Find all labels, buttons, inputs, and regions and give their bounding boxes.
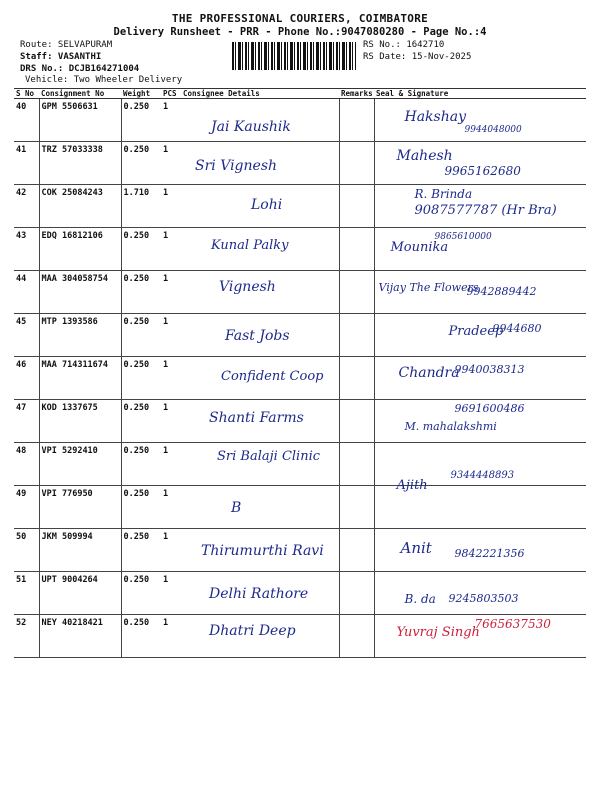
row-consignment: VPI 776950 (39, 486, 121, 529)
signature-handwriting: B. da (404, 592, 436, 606)
signature-phone: 9940038313 (454, 363, 525, 376)
row-weight: 0.250 (121, 486, 161, 529)
consignee-handwriting: Vignesh (219, 279, 276, 295)
row-sno: 46 (14, 357, 39, 400)
consignee-handwriting: Kunal Palky (211, 238, 289, 253)
consignee-handwriting: Sri Balaji Clinic (217, 449, 321, 464)
row-pcs: 1 (161, 357, 181, 400)
row-sno: 52 (14, 615, 39, 658)
row-remarks (339, 142, 374, 185)
row-consignee (181, 572, 339, 615)
row-weight: 0.250 (121, 443, 161, 486)
row-remarks (339, 185, 374, 228)
signature-handwriting: M. mahalakshmi (404, 420, 497, 433)
row-sno: 41 (14, 142, 39, 185)
row-signature (374, 615, 586, 658)
row-remarks (339, 314, 374, 357)
col-signature: Seal & Signature (374, 89, 586, 99)
signature-handwriting: Mounika (390, 240, 449, 255)
row-remarks (339, 400, 374, 443)
signature-handwriting: Hakshay (404, 109, 466, 125)
table-row (14, 400, 586, 443)
row-weight: 0.250 (121, 400, 161, 443)
row-pcs: 1 (161, 443, 181, 486)
row-consignee (181, 529, 339, 572)
row-signature (374, 228, 586, 271)
signature-phone: 9087577787 (Hr Bra) (414, 203, 557, 218)
row-weight: 0.250 (121, 529, 161, 572)
table-row (14, 529, 586, 572)
row-remarks (339, 357, 374, 400)
row-remarks (339, 271, 374, 314)
row-remarks (339, 615, 374, 658)
consignee-handwriting: Shanti Farms (209, 410, 304, 426)
table-row (14, 486, 586, 529)
row-remarks (339, 529, 374, 572)
row-pcs: 1 (161, 99, 181, 142)
signature-phone: 9865610000 (434, 232, 492, 242)
row-signature (374, 470, 586, 529)
row-consignee (181, 314, 339, 357)
row-remarks (339, 99, 374, 142)
signature-handwriting: Mahesh (396, 148, 453, 164)
row-sno: 44 (14, 271, 39, 314)
signature-phone: 7665637530 (474, 617, 551, 631)
staff-label: Staff: VASANTHI (20, 52, 102, 62)
row-consignee (181, 443, 339, 486)
row-consignee (181, 486, 339, 529)
signature-handwriting: Pradeep (448, 324, 504, 339)
col-weight: Weight (121, 89, 161, 99)
signature-phone: 9942889442 (466, 285, 537, 298)
row-consignee (181, 615, 339, 658)
consignee-handwriting: B (231, 500, 242, 516)
consignee-handwriting: Jai Kaushik (211, 119, 291, 135)
row-weight: 0.250 (121, 572, 161, 615)
row-consignment: MAA 304058754 (39, 271, 121, 314)
row-sno: 40 (14, 99, 39, 142)
row-weight: 0.250 (121, 314, 161, 357)
table-row (14, 228, 586, 271)
consignee-handwriting: Sri Vignesh (195, 158, 278, 174)
table-row (14, 99, 586, 142)
row-sno: 48 (14, 443, 39, 486)
col-sno: S No (14, 89, 39, 99)
row-signature (374, 400, 586, 443)
row-remarks (339, 228, 374, 271)
signature-phone: 9965162680 (444, 164, 521, 178)
row-pcs: 1 (161, 185, 181, 228)
row-pcs: 1 (161, 572, 181, 615)
table-row (14, 615, 586, 658)
row-pcs: 1 (161, 228, 181, 271)
row-consignment: GPM 5506631 (39, 99, 121, 142)
row-consignee (181, 357, 339, 400)
row-consignment: NEY 40218421 (39, 615, 121, 658)
drs-number: DRS No.: DCJB164271004 (20, 64, 140, 74)
row-remarks (339, 443, 374, 486)
table-header-row (14, 89, 586, 99)
consignee-handwriting: Fast Jobs (225, 328, 290, 344)
consignee-handwriting: Thirumurthi Ravi (201, 543, 324, 559)
table-row (14, 271, 586, 314)
table-row (14, 185, 586, 228)
row-pcs: 1 (161, 142, 181, 185)
row-consignment: UPT 9004264 (39, 572, 121, 615)
barcode-image (232, 42, 356, 70)
consignee-handwriting: Dhatri Deep (209, 623, 296, 639)
signature-handwriting: Vijay The Flowers (378, 281, 479, 294)
row-weight: 0.250 (121, 142, 161, 185)
table-row (14, 142, 586, 185)
row-pcs: 1 (161, 271, 181, 314)
row-consignment: JKM 509994 (39, 529, 121, 572)
row-weight: 0.250 (121, 99, 161, 142)
runsheet-table (14, 88, 586, 658)
row-consignee (181, 99, 339, 142)
row-signature (374, 142, 586, 185)
row-pcs: 1 (161, 314, 181, 357)
row-weight: 0.250 (121, 357, 161, 400)
row-remarks (339, 572, 374, 615)
row-consignment: KOD 1337675 (39, 400, 121, 443)
row-signature (374, 185, 586, 228)
signature-handwriting: Anit (400, 539, 432, 557)
row-consignee (181, 271, 339, 314)
row-consignment: EDQ 16812106 (39, 228, 121, 271)
row-sno: 47 (14, 400, 39, 443)
rs-number: RS No.: 1642710 (363, 40, 445, 50)
row-pcs: 1 (161, 615, 181, 658)
row-consignee (181, 228, 339, 271)
row-consignee (181, 400, 339, 443)
route-label: Route: SELVAPURAM (20, 40, 113, 50)
signature-phone: 9344448893 (450, 470, 515, 481)
signature-phone: 9691600486 (454, 402, 525, 415)
row-consignee (181, 185, 339, 228)
table-row (14, 572, 586, 615)
signature-phone: 9245803503 (448, 592, 519, 605)
row-consignment: COK 25084243 (39, 185, 121, 228)
row-signature (374, 314, 586, 357)
signature-handwriting: Yuvraj Singh (396, 625, 480, 640)
row-sno: 49 (14, 486, 39, 529)
signature-phone: 9842221356 (454, 547, 525, 560)
row-remarks (339, 486, 374, 529)
consignee-handwriting: Lohi (251, 197, 283, 213)
vehicle-label: Vehicle: Two Wheeler Delivery (25, 75, 183, 85)
row-pcs: 1 (161, 486, 181, 529)
col-pcs: PCS (161, 89, 181, 99)
row-weight: 1.710 (121, 185, 161, 228)
signature-handwriting: Chandra (398, 365, 460, 381)
signature-handwriting: R. Brinda (414, 187, 473, 201)
row-sno: 45 (14, 314, 39, 357)
company-title: THE PROFESSIONAL COURIERS, COIMBATORE (171, 12, 429, 25)
col-remarks: Remarks (341, 89, 373, 98)
row-weight: 0.250 (121, 271, 161, 314)
consignee-handwriting: Confident Coop (221, 369, 324, 384)
row-consignment: TRZ 57033338 (39, 142, 121, 185)
row-consignment: VPI 5292410 (39, 443, 121, 486)
row-sno: 50 (14, 529, 39, 572)
row-pcs: 1 (161, 529, 181, 572)
signature-phone: 9944680 (492, 322, 542, 335)
row-weight: 0.250 (121, 615, 161, 658)
runsheet-subtitle: Delivery Runsheet - PRR - Phone No.:9047080280 - Page No.:4 (113, 26, 487, 38)
row-sno: 43 (14, 228, 39, 271)
row-consignment: MAA 714311674 (39, 357, 121, 400)
consignee-handwriting: Delhi Rathore (209, 586, 309, 602)
row-sno: 42 (14, 185, 39, 228)
row-signature (374, 99, 586, 142)
col-consignee: Consignee Details (181, 89, 339, 99)
col-consignment: Consignment No (39, 89, 121, 99)
signature-phone: 9944048000 (464, 125, 522, 135)
row-consignment: MTP 1393586 (39, 314, 121, 357)
row-signature (374, 529, 586, 572)
row-sno: 51 (14, 572, 39, 615)
rs-date: RS Date: 15-Nov-2025 (363, 52, 472, 62)
table-row (14, 357, 586, 400)
row-signature (374, 271, 586, 314)
row-pcs: 1 (161, 400, 181, 443)
row-weight: 0.250 (121, 228, 161, 271)
row-signature (374, 572, 586, 615)
row-signature (374, 357, 586, 400)
signature-handwriting: Ajith (396, 478, 428, 493)
table-row (14, 314, 586, 357)
row-consignee (181, 142, 339, 185)
